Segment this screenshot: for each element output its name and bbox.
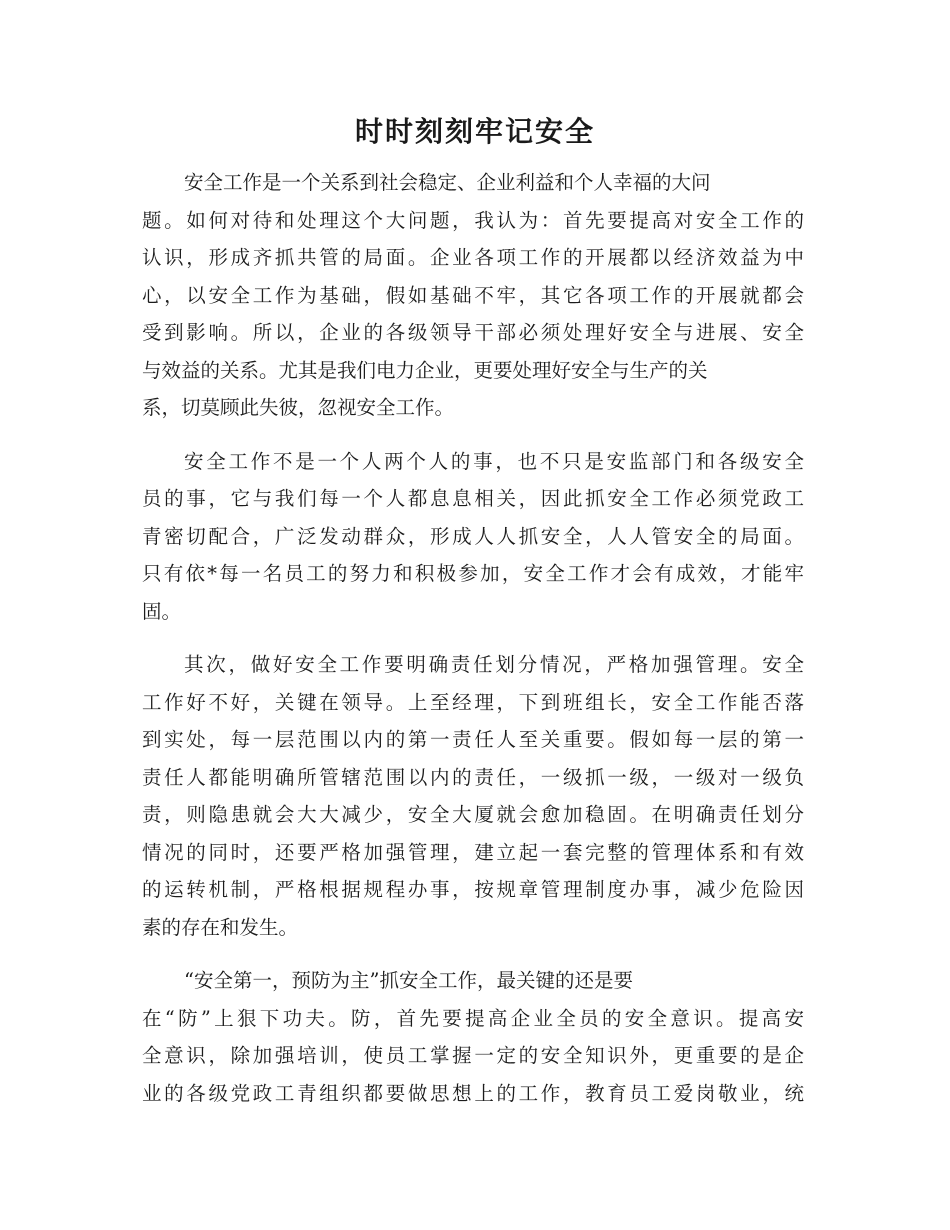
paragraph-line: 认识，形成齐抓共管的局面。企业各项工作的开展都以经济效益为中 bbox=[142, 246, 804, 269]
paragraph-1 bbox=[142, 164, 804, 427]
paragraph-line: 到实处，每一层范围以内的第一责任人至关重要。假如每一层的第一 bbox=[142, 728, 804, 751]
paragraph-4 bbox=[142, 962, 804, 1112]
paragraph-line: 员的事，它与我们每一个人都息息相关，因此抓安全工作必须党政工 bbox=[142, 487, 804, 510]
paragraph-line: 业的各级党政工青组织都要做思想上的工作，教育员工爱岗敬业，统 bbox=[142, 1081, 804, 1105]
paragraph-line: 只有依*每一名员工的努力和积极参加，安全工作才会有成效，才能牢 bbox=[142, 562, 804, 585]
paragraph-line: 责任人都能明确所管辖范围以内的责任，一级抓一级，一级对一级负 bbox=[142, 765, 804, 789]
paragraph-line: 情况的同时，还要严格加强管理，建立起一套完整的管理体系和有效 bbox=[142, 840, 804, 864]
paragraph-line: 题。如何对待和处理这个大问题，我认为：首先要提高对安全工作的 bbox=[142, 208, 804, 232]
paragraph-line: 与效益的关系。尤其是我们电力企业，更要处理好安全与生产的关 bbox=[142, 358, 708, 382]
paragraph-line: 心，以安全工作为基础，假如基础不牢，其它各项工作的开展就都会 bbox=[142, 283, 804, 307]
paragraph-line: 安全工作不是一个人两个人的事，也不只是安监部门和各级安全 bbox=[184, 449, 804, 473]
paragraph-line: 其次，做好安全工作要明确责任划分情况，严格加强管理。安全 bbox=[184, 653, 804, 676]
paragraph-line: 工作好不好，关键在领导。上至经理，下到班组长，安全工作能否落 bbox=[142, 690, 804, 714]
paragraph-line: 素的存在和发生。 bbox=[142, 915, 299, 939]
paragraph-line: 全意识，除加强培训，使员工掌握一定的安全知识外，更重要的是企 bbox=[142, 1044, 804, 1067]
paragraph-line: 固。 bbox=[142, 599, 182, 623]
paragraph-line: “安全第一，预防为主”抓安全工作，最关键的还是要 bbox=[184, 969, 633, 992]
paragraph-line: 的运转机制，严格根据规程办事，按规章管理制度办事，减少危险因 bbox=[142, 878, 804, 901]
document-title: 时时刻刻牢记安全 bbox=[354, 115, 595, 148]
paragraph-2 bbox=[142, 443, 804, 631]
paragraph-line: 责，则隐患就会大大减少，安全大厦就会愈加稳固。在明确责任划分 bbox=[142, 803, 804, 826]
paragraph-line: 系，切莫顾此失彼，忽视安全工作。 bbox=[142, 396, 455, 419]
paragraph-line: 受到影响。所以，企业的各级领导干部必须处理好安全与进展、安全 bbox=[142, 321, 804, 344]
document-body bbox=[142, 164, 804, 1128]
paragraph-line: 在“防”上狠下功夫。防，首先要提高企业全员的安全意识。提高安 bbox=[142, 1006, 804, 1030]
paragraph-line: 安全工作是一个关系到社会稳定、企业利益和个人幸福的大问 bbox=[184, 171, 711, 194]
paragraph-line: 青密切配合，广泛发动群众，形成人人抓安全，人人管安全的局面。 bbox=[142, 524, 804, 548]
paragraph-3 bbox=[142, 646, 804, 946]
